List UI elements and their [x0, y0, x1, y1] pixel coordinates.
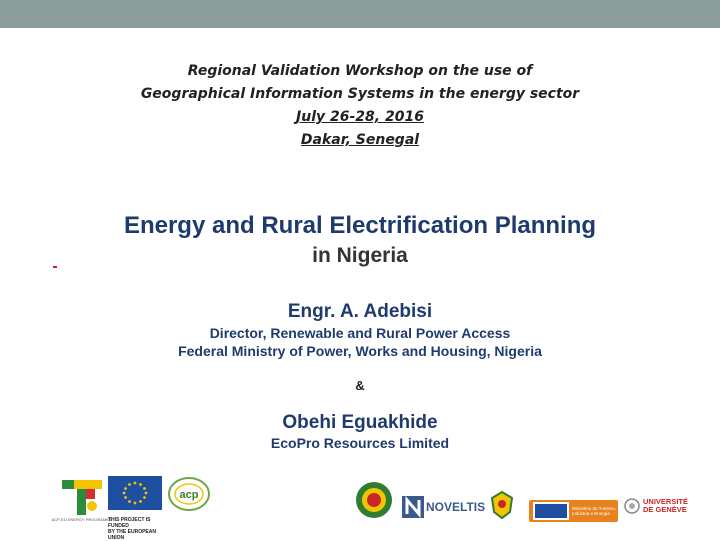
- presenter-2-org: EcoPro Resources Limited: [270, 435, 450, 451]
- workshop-dates: July 26-28, 2016: [296, 109, 424, 125]
- ecowas-logo: [354, 480, 394, 520]
- eu-funding-logo: [108, 476, 164, 541]
- unige-text-1: UNIVERSITÉ: [643, 497, 689, 506]
- presenter-1-org: Federal Ministry of Power, Works and Housing, Nigeria: [178, 343, 542, 359]
- unige-text-2: DE GENÈVE: [643, 505, 687, 514]
- workshop-line-1: Regional Validation Workshop on the use of: [187, 63, 533, 79]
- acp-eu-energy-caption: ACP-EU ENERGY PROGRAMME: [51, 517, 113, 522]
- eu-caption-line-2: BY THE EUROPEAN UNION: [108, 529, 156, 541]
- top-bar: [0, 0, 720, 28]
- presenter-2-name: Obehi Eguakhide: [282, 412, 438, 433]
- red-mark: [53, 266, 57, 268]
- slide-title-line-1: Energy and Rural Electrification Planning: [123, 212, 597, 239]
- noveltis-logo: [402, 494, 485, 520]
- ampersand-separator: &: [355, 378, 365, 393]
- presenter-1-name: Engr. A. Adebisi: [287, 301, 433, 322]
- eu-caption-line-1: THIS PROJECT IS FUNDED: [108, 517, 151, 529]
- acp-logo-text: acp: [179, 489, 199, 501]
- coat-of-arms-logo: [486, 490, 518, 520]
- unige-seal-icon: [624, 498, 640, 514]
- presenter-1-role: Director, Renewable and Rural Power Access: [209, 325, 511, 341]
- ministry-text: Ministério do Turismo, Indústria e Energia: [572, 506, 617, 516]
- workshop-header: [0, 60, 720, 152]
- acp-eu-energy-logo: [51, 474, 113, 522]
- eu-flag-icon: [108, 476, 162, 510]
- ministry-tourism-logo: [529, 500, 618, 522]
- noveltis-text: NOVELTIS: [426, 500, 486, 514]
- unige-logo: [624, 498, 688, 514]
- ministry-flag-icon: [533, 502, 569, 520]
- slide-title-line-2: in Nigeria: [312, 244, 408, 267]
- workshop-line-2: Geographical Information Systems in the energy sector: [140, 86, 580, 102]
- noveltis-n-icon: [402, 496, 424, 518]
- acp-logo: [166, 474, 212, 514]
- workshop-location: Dakar, Senegal: [300, 132, 420, 148]
